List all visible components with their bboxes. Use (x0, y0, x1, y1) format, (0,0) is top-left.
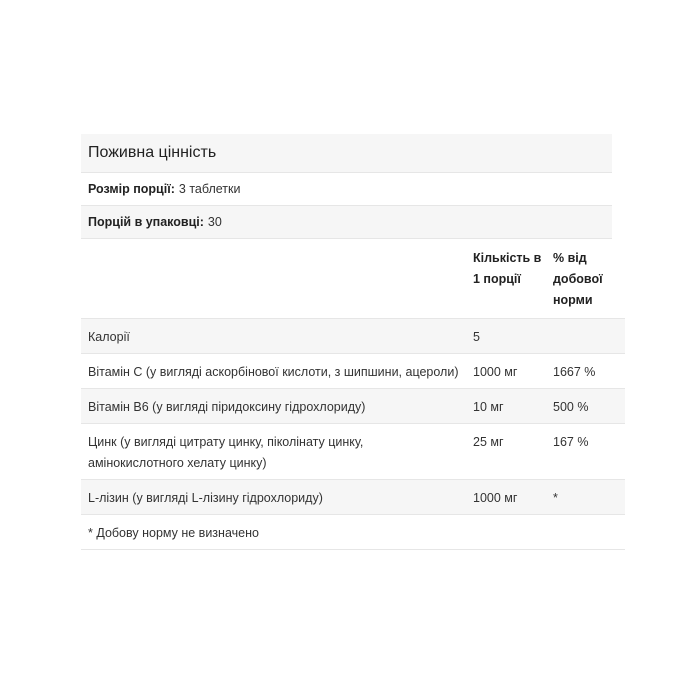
footnote: * Добову норму не визначено (81, 515, 625, 550)
nutrient-name: L-лізин (у вигляді L-лізину гідрохлориду) (81, 480, 470, 515)
header-daily-value: % від добової норми (547, 239, 625, 319)
nutrient-amount: 25 мг (470, 424, 547, 480)
nutrient-amount: 5 (470, 319, 547, 354)
header-nutrient-cell (81, 239, 470, 319)
serving-size-value: 3 таблетки (178, 182, 241, 196)
servings-per-container-value: 30 (207, 215, 222, 229)
table-header-row (81, 239, 625, 319)
nutrient-amount: 1000 мг (470, 480, 547, 515)
nutrient-amount: 1000 мг (470, 354, 547, 389)
nutrient-name: Цинк (у вигляді цитрату цинку, піколінату цинку, амінокислотного хелату цинку) (81, 424, 470, 480)
table-row (81, 354, 625, 389)
table-row (81, 424, 625, 480)
panel-title: Поживна цінність (81, 134, 612, 173)
table-row (81, 389, 625, 424)
nutrient-name: Вітамін В6 (у вигляді піридоксину гідрохлориду) (81, 389, 470, 424)
serving-size-label: Розмір порції: (88, 182, 175, 196)
nutrient-amount: 10 мг (470, 389, 547, 424)
nutrient-daily-value: 1667 % (547, 354, 625, 389)
nutrient-name: Калорії (81, 319, 470, 354)
table-row (81, 319, 625, 354)
table-row (81, 480, 625, 515)
servings-per-container-row (81, 206, 612, 239)
nutrient-daily-value: 167 % (547, 424, 625, 480)
nutrient-name: Вітамін С (у вигляді аскорбінової кислоти, з шипшини, ацероли) (81, 354, 470, 389)
nutrient-daily-value: * (547, 480, 625, 515)
footnote-row (81, 515, 625, 550)
nutrients-table (81, 239, 625, 550)
serving-size-row (81, 173, 612, 206)
nutrient-daily-value (547, 319, 625, 354)
nutrition-facts-panel (81, 134, 612, 550)
nutrient-daily-value: 500 % (547, 389, 625, 424)
header-amount: Кількість в 1 порції (470, 239, 547, 319)
servings-per-container-label: Порцій в упаковці: (88, 215, 204, 229)
